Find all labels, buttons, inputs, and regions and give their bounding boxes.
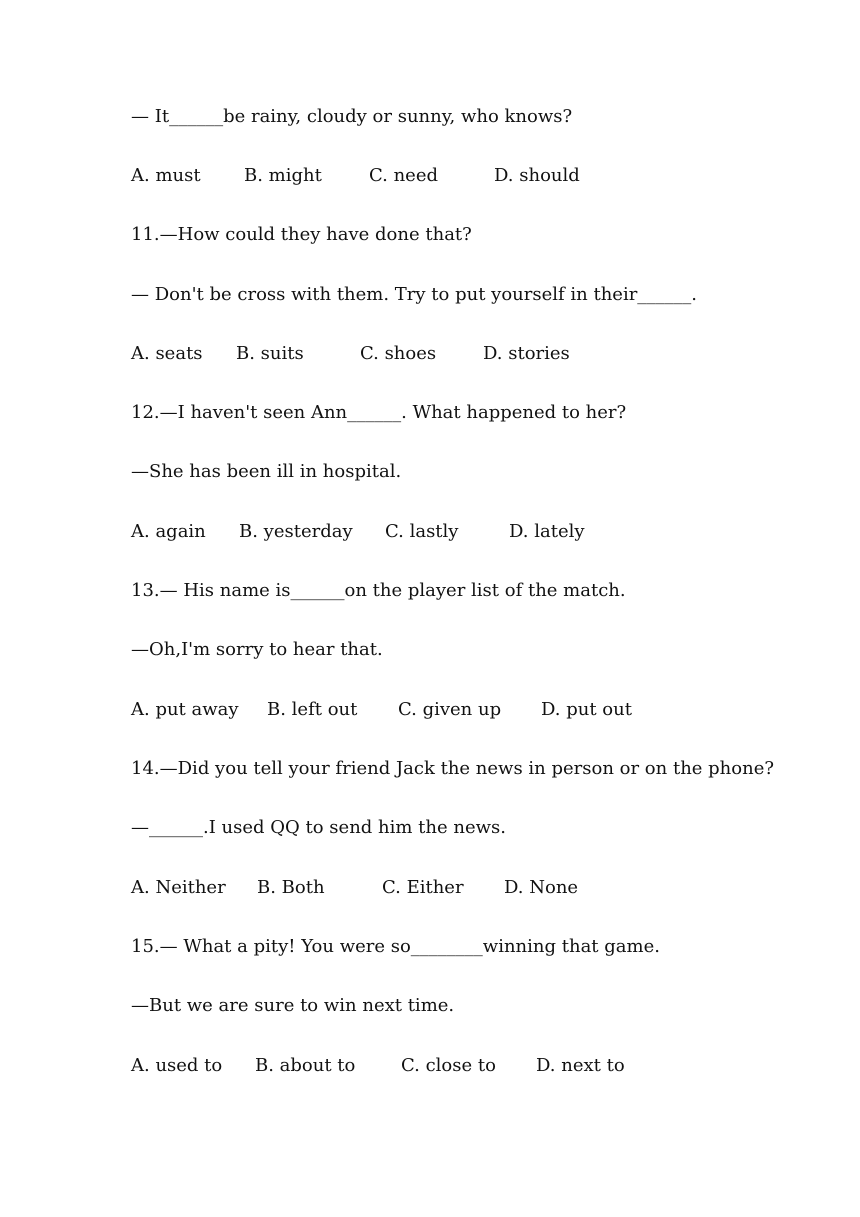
q11-options bbox=[0, 342, 860, 366]
q15-option-b: B. about to bbox=[255, 1055, 356, 1076]
q10-prompt: — It______be rainy, cloudy or sunny, who knows? bbox=[131, 106, 573, 127]
q10-option-a: A. must bbox=[131, 165, 201, 186]
q11-option-d: D. stories bbox=[483, 343, 570, 364]
q12-option-b: B. yesterday bbox=[239, 521, 353, 542]
q13-option-b: B. left out bbox=[267, 699, 358, 720]
q11-option-c: C. shoes bbox=[360, 343, 437, 364]
q14-options bbox=[0, 876, 860, 900]
q13-options bbox=[0, 698, 860, 722]
q15-option-c: C. close to bbox=[401, 1055, 496, 1076]
q10-option-d: D. should bbox=[494, 165, 580, 186]
q11-question: 11.—How could they have done that? bbox=[131, 224, 472, 245]
q10-option-c: C. need bbox=[369, 165, 438, 186]
q11-option-b: B. suits bbox=[236, 343, 304, 364]
q15-response: —But we are sure to win next time. bbox=[131, 995, 455, 1016]
q15-option-d: D. next to bbox=[536, 1055, 625, 1076]
q12-question: 12.—I haven't seen Ann______. What happened to her? bbox=[131, 402, 627, 423]
q12-option-d: D. lately bbox=[509, 521, 585, 542]
q13-question: 13.— His name is______on the player list of the match. bbox=[131, 580, 626, 601]
q12-option-a: A. again bbox=[131, 521, 206, 542]
q15-question: 15.— What a pity! You were so________winning that game. bbox=[131, 936, 660, 957]
q14-option-d: D. None bbox=[504, 877, 579, 898]
q11-response: — Don't be cross with them. Try to put yourself in their______. bbox=[131, 284, 698, 305]
q13-option-d: D. put out bbox=[541, 699, 632, 720]
q13-response: —Oh,I'm sorry to hear that. bbox=[131, 639, 383, 660]
q14-option-b: B. Both bbox=[257, 877, 325, 898]
q11-option-a: A. seats bbox=[131, 343, 203, 364]
q12-response: —She has been ill in hospital. bbox=[131, 461, 402, 482]
q14-response: —______.I used QQ to send him the news. bbox=[131, 817, 506, 838]
q12-option-c: C. lastly bbox=[385, 521, 459, 542]
q10-options bbox=[0, 164, 860, 188]
q13-option-a: A. put away bbox=[131, 699, 239, 720]
q15-option-a: A. used to bbox=[131, 1055, 223, 1076]
q15-options bbox=[0, 1054, 860, 1078]
q12-options bbox=[0, 520, 860, 544]
q13-option-c: C. given up bbox=[398, 699, 502, 720]
q14-question: 14.—Did you tell your friend Jack the news in person or on the phone? bbox=[131, 758, 775, 779]
q10-option-b: B. might bbox=[244, 165, 322, 186]
q14-option-c: C. Either bbox=[382, 877, 464, 898]
q14-option-a: A. Neither bbox=[131, 877, 226, 898]
